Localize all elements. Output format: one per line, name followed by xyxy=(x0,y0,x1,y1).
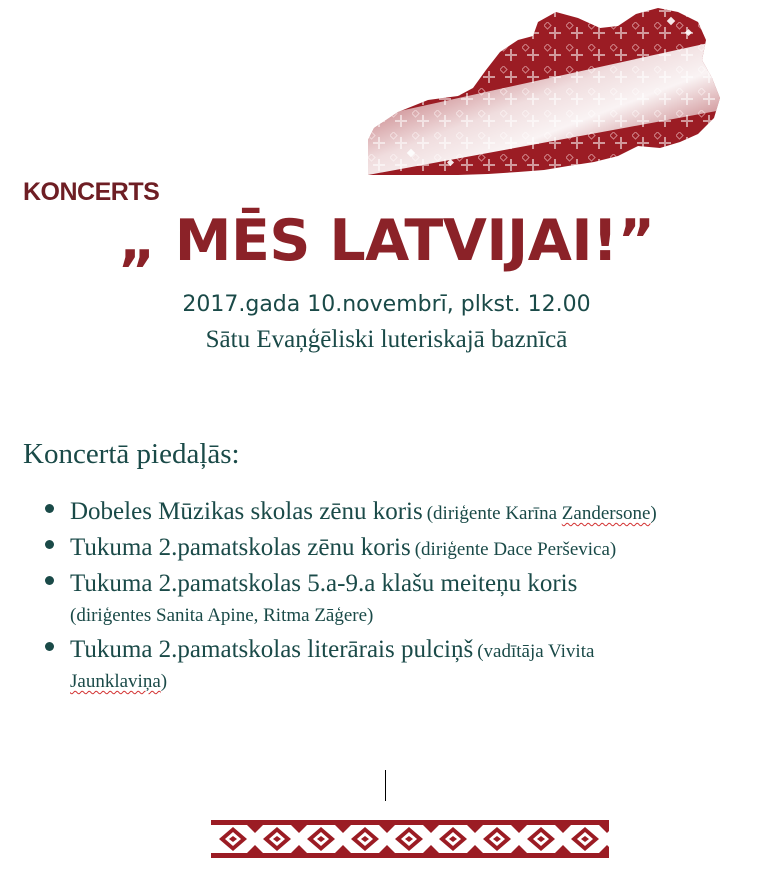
bullet-icon xyxy=(45,540,54,549)
performer-name: Tukuma 2.pamatskolas literārais pulciņš xyxy=(70,636,474,663)
event-label: KONCERTS xyxy=(23,178,160,206)
performer-name: Tukuma 2.pamatskolas 5.a-9.a klašu meiteņu koris xyxy=(70,570,578,597)
bullet-icon xyxy=(45,642,54,651)
list-item xyxy=(70,567,760,631)
performer-conductor: (diriģentes Sanita Apine, Ritma Zāģere) xyxy=(70,605,374,626)
latvian-belt-ornament-icon xyxy=(211,820,609,858)
participants-heading: Koncertā piedaļās: xyxy=(23,438,240,470)
latvia-map-pattern-icon xyxy=(368,0,722,175)
performer-conductor: (diriģente Karīna Zandersone) xyxy=(426,503,657,524)
bullet-icon xyxy=(45,576,54,585)
performer-name: Tukuma 2.pamatskolas zēnu koris xyxy=(70,534,411,561)
spellcheck-underlined-word: Zandersone xyxy=(561,503,651,524)
list-item xyxy=(70,633,760,697)
bullet-icon xyxy=(45,504,54,513)
spellcheck-underlined-word: Jaunklaviņa xyxy=(70,671,161,692)
list-item xyxy=(70,495,760,529)
page-title: „ MĒS LATVIJAI!” xyxy=(118,208,655,274)
event-date-time: 2017.gada 10.novembrī, plkst. 12.00 xyxy=(182,292,591,317)
performer-name: Dobeles Mūzikas skolas zēnu koris xyxy=(70,498,423,525)
list-item xyxy=(70,531,760,565)
participants-list xyxy=(70,495,760,699)
text-cursor[interactable] xyxy=(385,770,386,801)
event-venue: Sātu Evaņģēliski luteriskajā baznīcā xyxy=(205,326,568,353)
performer-leader: (vadītāja Vivita Jaunklaviņa) xyxy=(70,641,595,692)
performer-conductor: (diriģente Dace Perševica) xyxy=(414,539,617,560)
